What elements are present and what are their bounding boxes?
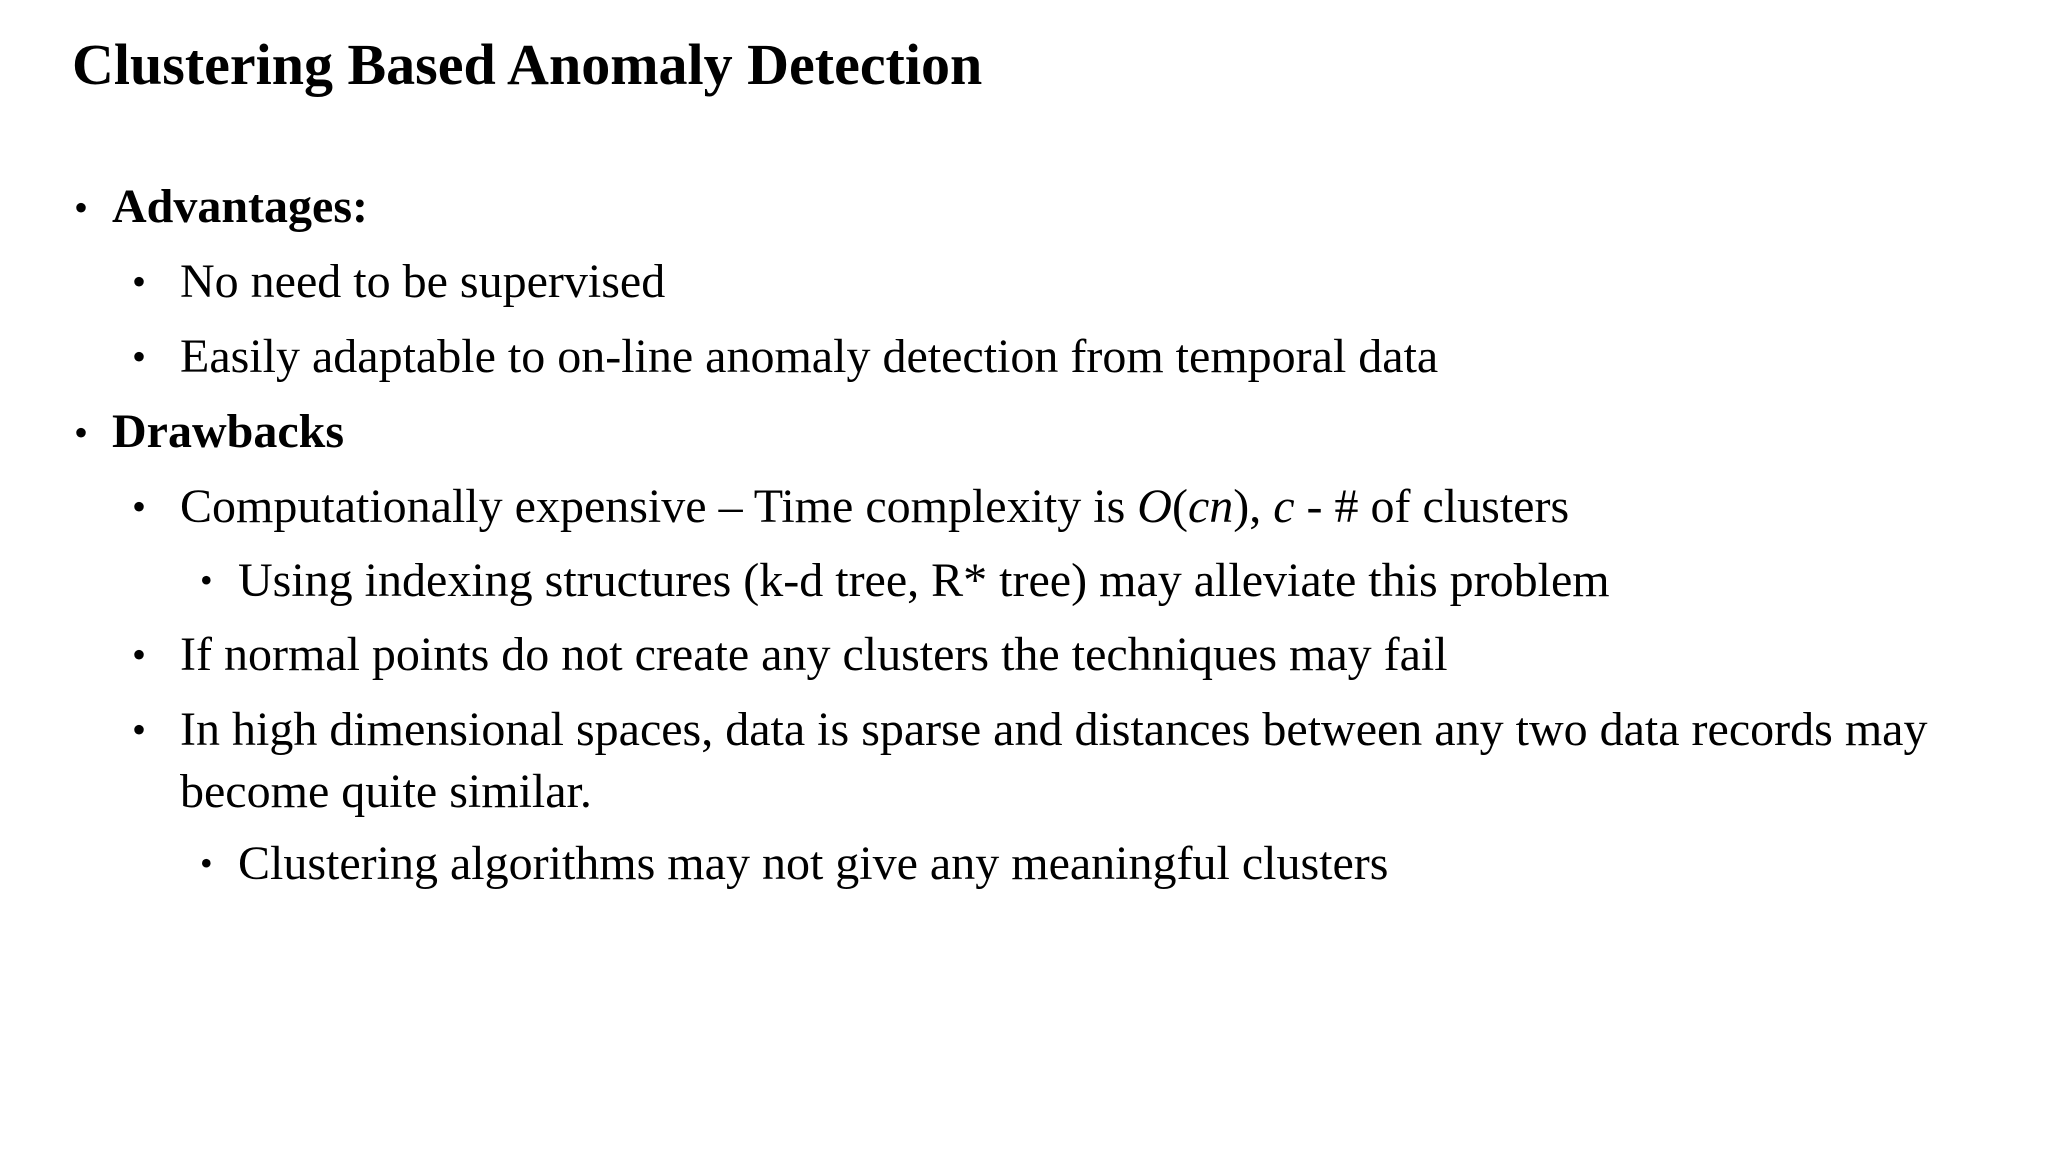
drawback-subitem: Clustering algorithms may not give any meaningful clusters	[238, 837, 1389, 890]
drawback-item: If normal points do not create any clusters the techniques may fail	[180, 628, 1448, 681]
bullet-icon: •	[200, 843, 213, 883]
bullet-icon: •	[74, 410, 89, 455]
paren: (	[1171, 480, 1188, 533]
complexity-variable: cn	[1187, 480, 1234, 533]
bullet-icon: •	[132, 707, 147, 752]
advantages-heading: Advantages:	[112, 180, 369, 233]
drawback-item-text: Computationally expensive – Time complexity is	[180, 480, 1138, 533]
slide-title: Clustering Based Anomaly Detection	[72, 32, 983, 97]
bullet-icon: •	[132, 259, 147, 304]
bullet-icon: •	[132, 334, 147, 379]
bullet-icon: •	[200, 560, 213, 600]
drawback-item-continuation: become quite similar.	[180, 765, 592, 818]
bullet-icon: •	[74, 185, 89, 230]
drawback-item	[180, 478, 1569, 536]
cluster-variable: c	[1273, 480, 1295, 533]
drawbacks-heading: Drawbacks	[112, 405, 345, 458]
drawback-item: In high dimensional spaces, data is sparse and distances between any two data records may	[180, 703, 1928, 756]
advantage-item: Easily adaptable to on-line anomaly detection from temporal data	[180, 330, 1439, 383]
drawback-item-text: - # of clusters	[1294, 480, 1570, 533]
bullet-icon: •	[132, 632, 147, 677]
advantage-item: No need to be supervised	[180, 255, 666, 308]
drawback-subitem: Using indexing structures (k-d tree, R* tree) may alleviate this problem	[238, 554, 1610, 607]
bullet-icon: •	[132, 484, 147, 529]
big-o-symbol: O	[1137, 480, 1172, 533]
paren: ),	[1233, 480, 1274, 533]
